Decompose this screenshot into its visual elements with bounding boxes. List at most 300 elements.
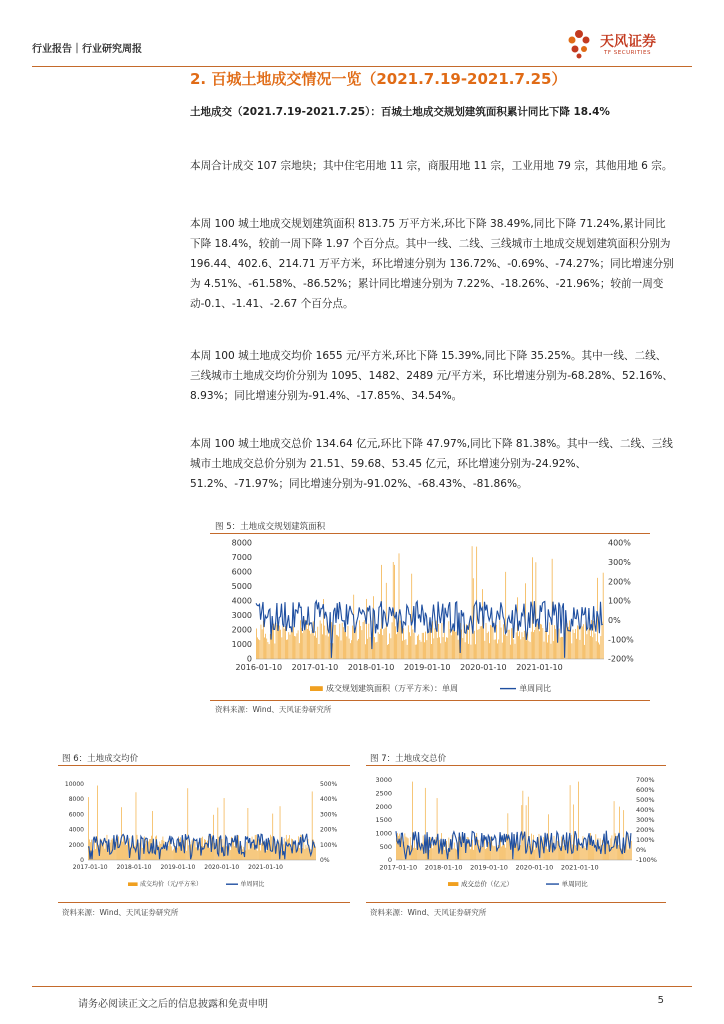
figure-7-chart [366,772,666,894]
logo-name: 天风证券 [600,34,656,50]
bar [437,798,438,860]
x-tick-label: 2017-01-10 [291,663,339,672]
bar [482,846,483,860]
bar [88,797,89,860]
bar [270,634,271,659]
header-divider [32,66,692,67]
bar [546,846,547,860]
bar [272,626,273,659]
bar [123,835,124,860]
bar [366,599,367,659]
bar [401,836,402,860]
bar [385,628,386,659]
bar [445,642,446,659]
y-tick-label: 0 [80,857,84,864]
bar [295,636,296,659]
bar [544,642,545,659]
figure-6-bottom-rule [58,902,350,903]
y-tick-label: 0 [387,856,392,865]
footer-divider [32,986,692,987]
bar [487,633,488,659]
bar [423,633,424,659]
bar [299,848,300,860]
bar [302,633,303,659]
bar [503,624,504,659]
bar [455,849,456,860]
bar [95,849,96,860]
bar [534,630,535,659]
bar [491,625,492,659]
bar [242,849,243,860]
bar [507,636,508,659]
bar [413,629,414,659]
bar [297,851,298,860]
y-tick-label: 2000 [68,841,84,849]
bar [498,640,499,659]
bar [291,628,292,659]
bar [287,840,288,860]
bar [422,633,423,659]
bar [362,630,363,659]
bar [358,639,359,659]
bar [189,845,190,860]
bar [539,631,540,659]
bar [523,637,524,659]
legend-label-bar: 成交均价（元/平方米） [140,881,203,888]
bar [598,642,599,659]
bar [271,837,272,860]
x-tick-label: 2019-01-10 [470,863,508,872]
bar [578,626,579,659]
bar [258,839,259,860]
bar [257,851,258,860]
bar [93,850,94,860]
bar [312,630,313,659]
bar [565,849,566,860]
bar [590,636,591,659]
bar [315,631,316,659]
bar [573,629,574,659]
bar [502,845,503,860]
figure-5-chart [210,535,650,697]
bar [326,635,327,659]
x-tick-label: 2020-01-10 [460,663,507,672]
bar [402,641,403,659]
bar [118,836,119,860]
bar [294,636,295,659]
bar [257,637,258,659]
legend-swatch-bar [448,882,458,886]
y-tick-label: 2000 [231,625,252,635]
bar [524,631,525,659]
bar [209,848,210,860]
figure-7-rule [366,765,666,766]
bar [369,624,370,659]
bar [359,620,360,659]
bar [283,625,284,659]
bar [171,846,172,860]
bar [457,630,458,659]
bar [289,835,290,860]
bar [409,632,410,659]
y-tick-label: 2500 [375,789,392,798]
bar [527,632,528,659]
bar [442,623,443,659]
bar [142,848,143,860]
bar [494,846,495,860]
bar [363,622,364,659]
y2-tick-label: 300% [320,811,338,819]
bar [311,634,312,659]
bar [364,620,365,659]
bar [529,641,530,659]
x-tick-label: 2018-01-10 [116,864,152,871]
bar [425,632,426,659]
x-tick-label: 2017-01-10 [379,863,418,872]
bar [472,840,473,860]
bar [627,833,628,860]
bar [288,838,289,860]
bar [485,849,486,860]
bar [360,626,361,659]
y-tick-label: 1500 [375,816,392,825]
bar [509,630,510,659]
bar [548,635,549,659]
bar [529,846,530,860]
bar [501,847,502,860]
legend-label-line: 单周同比 [519,684,552,693]
bar [474,845,475,860]
y-tick-label: 3000 [375,776,392,785]
bar [595,633,596,659]
bar [277,625,278,659]
bar [514,639,515,659]
bar [314,636,315,659]
bar [533,632,534,659]
bar [351,640,352,659]
bar [432,621,433,659]
figure-6-rule [58,765,350,766]
bar [485,641,486,659]
bar [553,641,554,659]
bar [502,643,503,659]
bar [247,842,248,860]
y-tick-label: 4000 [68,826,84,834]
bar [596,641,597,659]
bar [253,844,254,860]
bar [531,834,532,860]
bar [396,838,397,860]
bar [631,841,632,860]
bar [526,640,527,659]
bar [329,632,330,659]
bar [620,850,621,860]
bar [365,644,366,659]
bar [469,622,470,659]
y2-tick-label: 400% [320,796,338,804]
bar [256,628,257,659]
bar [389,633,390,659]
bar [433,638,434,659]
y2-tick-label: 300% [636,816,655,825]
bar [287,639,288,659]
bar [528,797,529,860]
y2-tick-label: -100% [636,856,657,865]
bar [471,645,472,659]
figure-5-rule [210,533,650,534]
bar [320,620,321,659]
bar [523,791,524,860]
y-tick-label: 7000 [231,553,252,563]
bar [391,638,392,659]
bar [548,814,549,860]
bar [285,626,286,659]
bar [506,837,507,860]
y-tick-label: 10000 [64,781,84,788]
bar [194,839,195,860]
bar [628,850,629,860]
bar [475,644,476,659]
bar [294,845,295,860]
x-tick-label: 2019-01-10 [403,663,451,672]
bar [545,631,546,659]
bar [495,639,496,659]
bar [427,640,428,659]
bar [536,562,537,659]
bar [505,848,506,860]
bar [557,841,558,860]
bar [414,633,415,659]
bar [111,840,112,860]
bar [399,553,400,659]
bar [449,621,450,659]
bar [431,644,432,659]
y2-tick-label: 500% [636,796,655,805]
footer-disclaimer: 请务必阅读正文之后的信息披露和免责申明 [78,999,268,1010]
bar [266,639,267,659]
bar [440,643,441,659]
y-tick-label: 1000 [375,829,392,838]
bar [579,843,580,860]
legend-swatch-bar [128,882,138,886]
paragraph-2: 本周 100 城土地成交规划建筑面积 813.75 万平方米,环比下降 38.49%,同比下降 71.24%,累计同比下降 18.4%，较前一周下降 1.97 个百分点。其中一线、二线、三线城市土地成交规划建筑面积分别为 196.44、402.6、214.71 万平方米，环比增速分别为 136.72%、-0.69%、-74.27%；同比增速分别为 4.51%、-61.58%、-86.52%；累计同比增速分别为 7.22%、-18.26%、-21.96%；较前一周变动-0.1、-1.41、-2.67 个百分点。 [190,218,674,310]
bar [538,624,539,659]
figure-6-chart [58,772,350,894]
y2-tick-label: 400% [608,538,631,548]
bar [560,637,561,659]
bar [420,640,421,659]
bar [321,624,322,659]
bar [125,845,126,860]
bar [335,625,336,659]
bar [288,632,289,659]
bar [602,622,603,659]
bar [437,638,438,659]
y2-tick-label: 0% [636,846,647,855]
y2-tick-label: 200% [608,577,631,587]
bar [146,841,147,860]
bar [121,807,122,860]
y2-tick-label: 500% [320,781,338,788]
bar [324,626,325,659]
bar [297,633,298,659]
bar [486,623,487,659]
x-tick-label: 2018-01-10 [347,663,395,672]
bar [547,849,548,860]
bar [260,850,261,860]
bar [275,643,276,659]
bar [162,840,163,860]
bar [556,847,557,860]
y-tick-label: 6000 [231,567,252,577]
bar [392,622,393,659]
bar [165,848,166,860]
bar [199,848,200,860]
bar [411,574,412,659]
x-tick-label: 2020-01-10 [515,863,554,872]
figure-5-source: 资料来源：Wind、天风证券研究所 [215,705,332,714]
paragraph-4: 本周 100 城土地成交总价 134.64 亿元,环比下降 47.97%,同比下降 81.38%。其中一线、二线、三线城市土地成交总价分别为 21.51、59.68、53.45 亿元，环比增速分别为-24.92%、51.2%、-71.97%；同比增速分别为-91.02%、-68.43%、-81.86%。 [190,438,673,490]
bar [106,843,107,860]
bar [594,621,595,659]
bar [290,848,291,860]
bar [575,845,576,860]
bar [173,849,174,860]
bar [370,637,371,659]
bar [306,623,307,659]
bar [298,836,299,860]
bar [299,643,300,659]
bar [461,630,462,659]
bar [316,638,317,659]
bar [569,620,570,659]
x-tick-label: 2021-01-10 [516,663,563,672]
bar [583,624,584,659]
figure-6-source: 资料来源：Wind、天风证券研究所 [62,908,179,917]
bar [555,629,556,659]
bar [282,637,283,659]
bar [443,637,444,659]
figure-5-caption: 图 5：土地成交规划建筑面积 [215,522,326,532]
bar [341,640,342,659]
bar [421,642,422,659]
bar [315,847,316,860]
bar [265,634,266,659]
bar [493,845,494,860]
bar [501,628,502,659]
bar [284,629,285,659]
bar [352,626,353,659]
bar [400,621,401,659]
bar [395,626,396,659]
bar [261,625,262,659]
bar [468,644,469,659]
bar [456,849,457,860]
bar [403,628,404,659]
bar [264,637,265,659]
bar [340,624,341,659]
bar [580,640,581,659]
bar [452,629,453,659]
paragraph-3: 本周 100 城土地成交均价 1655 元/平方米,环比下降 15.39%,同比下降 35.25%。其中一线、二线、三线城市土地成交均价分别为 1095、1482、2489 元/平方米，环比增速分别为-68.28%、52.16%、8.93%；同比增速分别为-91.4%、-17.85%、34.54%。 [190,350,674,402]
bar [97,786,98,860]
y-tick-label: 1000 [231,640,252,650]
bar [408,625,409,659]
bar [298,630,299,659]
figure-6-caption: 图 6：土地成交均价 [62,754,139,764]
x-tick-label: 2020-01-10 [204,864,240,871]
bar [333,643,334,659]
bar [379,634,380,659]
bar [562,637,563,659]
bar [236,848,237,860]
bar [418,634,419,659]
bar [531,632,532,659]
y2-tick-label: 0% [608,616,621,625]
bar [378,632,379,659]
bar [543,628,544,659]
bar [234,846,235,860]
y-tick-label: 3000 [231,611,252,621]
legend-label-bar: 成交规划建筑面积（万平方米）：单周 [326,684,458,693]
bar [246,850,247,860]
bar [607,842,608,860]
bar [303,848,304,860]
bar [559,629,560,659]
bar [582,626,583,659]
y2-tick-label: -100% [608,635,634,645]
x-tick-label: 2021-01-10 [248,864,284,871]
y2-tick-label: -200% [608,654,634,664]
bar [453,630,454,659]
legend-swatch-bar [310,686,323,691]
bar [480,626,481,659]
bar [510,645,511,659]
bar [280,630,281,659]
y-tick-label: 500 [379,842,392,851]
bar [547,643,548,659]
bar [530,642,531,659]
bar [342,623,343,659]
bar [520,639,521,659]
bar [490,625,491,659]
bar [429,850,430,860]
bar [348,626,349,659]
bar [349,639,350,659]
bar [172,850,173,860]
bar [268,642,269,659]
bar [570,629,571,659]
bar [268,843,269,860]
bar [300,620,301,659]
bar [269,644,270,659]
bar [505,572,506,659]
bar [375,642,376,659]
y-tick-label: 2000 [375,802,392,811]
bar [122,842,123,860]
bar [585,848,586,860]
bar [454,843,455,860]
bar [431,844,432,860]
bar [451,635,452,659]
bar [439,637,440,659]
bar [252,837,253,860]
figure-7-caption: 图 7：土地成交总价 [370,754,447,764]
bar [489,643,490,659]
bar [524,837,525,860]
bar [286,640,287,659]
bar [575,629,576,659]
